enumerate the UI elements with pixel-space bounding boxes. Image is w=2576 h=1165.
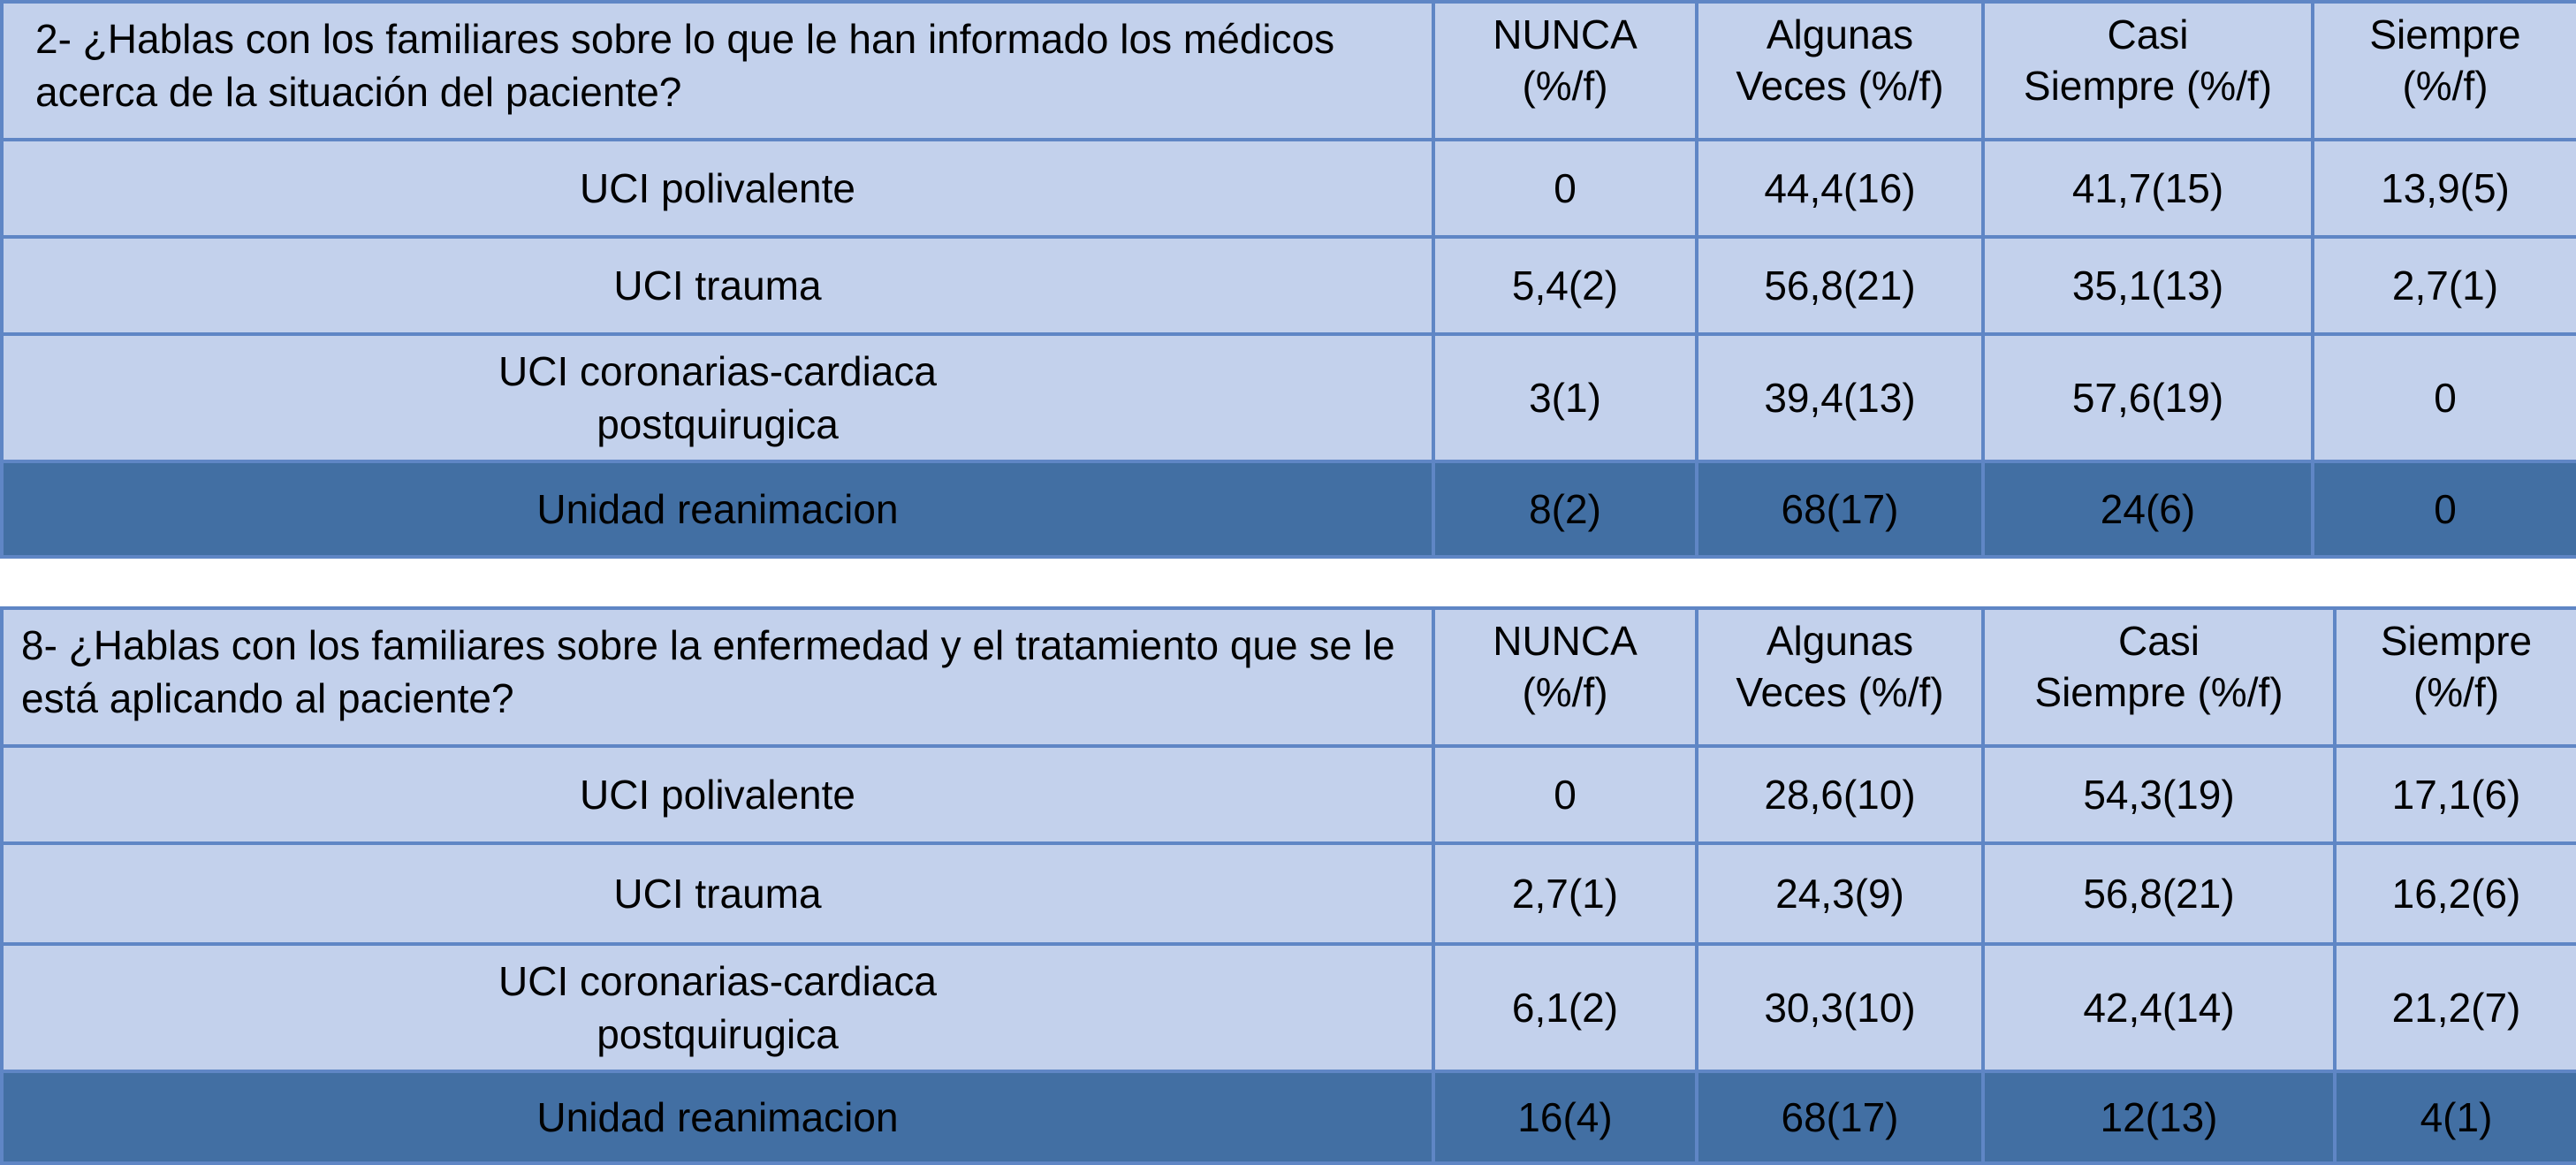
- column-header-line: Algunas: [1766, 11, 1914, 57]
- row-label-line: postquirugica: [597, 1011, 839, 1057]
- column-header-algunas-veces: [1697, 2, 1983, 140]
- row-label: [2, 237, 1433, 334]
- table-row: [2, 746, 2576, 843]
- value-cell-casi-siempre: 54,3(19): [1983, 746, 2335, 843]
- value-cell-nunca: 6,1(2): [1433, 944, 1697, 1071]
- value-cell-algunas-veces: 30,3(10): [1697, 944, 1983, 1071]
- table-row-highlighted: [2, 461, 2576, 557]
- column-header-line: Casi: [2117, 618, 2200, 664]
- column-header-line: Siempre: [2380, 618, 2533, 664]
- header-row: [2, 2, 2576, 140]
- row-label-line: Unidad reanimacion: [536, 486, 899, 532]
- row-label: [2, 843, 1433, 944]
- row-label-line: Unidad reanimacion: [536, 1094, 899, 1140]
- column-header-line: Veces (%/f): [1736, 63, 1944, 109]
- value-cell-casi-siempre: 56,8(21): [1983, 843, 2335, 944]
- value-cell-algunas-veces: 39,4(13): [1697, 334, 1983, 461]
- header-row: [2, 608, 2576, 746]
- value-cell-siempre: 16,2(6): [2335, 843, 2576, 944]
- row-label-line: postquirugica: [597, 401, 839, 447]
- value-cell-algunas-veces: 24,3(9): [1697, 843, 1983, 944]
- column-header-line: (%/f): [2402, 63, 2489, 109]
- row-label-line: UCI coronarias-cardiaca: [498, 348, 937, 394]
- row-label: [2, 140, 1433, 237]
- value-cell-casi-siempre: 12(13): [1983, 1071, 2335, 1163]
- value-cell-algunas-veces: 68(17): [1697, 461, 1983, 557]
- column-header-nunca: [1433, 608, 1697, 746]
- value-cell-nunca: 0: [1433, 140, 1697, 237]
- column-header-casi-siempre: [1983, 608, 2335, 746]
- value-cell-casi-siempre: 42,4(14): [1983, 944, 2335, 1071]
- row-label: [2, 334, 1433, 461]
- survey-table-question-8: [0, 606, 2576, 1165]
- value-cell-algunas-veces: 56,8(21): [1697, 237, 1983, 334]
- value-cell-nunca: 3(1): [1433, 334, 1697, 461]
- column-header-line: (%/f): [1522, 669, 1608, 715]
- value-cell-algunas-veces: 44,4(16): [1697, 140, 1983, 237]
- table-row: [2, 237, 2576, 334]
- question-cell: 8- ¿Hablas con los familiares sobre la enfermedad y el tratamiento que se le está aplicando al paciente?: [2, 608, 1433, 746]
- value-cell-casi-siempre: 41,7(15): [1983, 140, 2313, 237]
- row-label-line: UCI trauma: [613, 871, 822, 917]
- value-cell-nunca: 5,4(2): [1433, 237, 1697, 334]
- column-header-siempre: [2313, 2, 2576, 140]
- value-cell-siempre: 21,2(7): [2335, 944, 2576, 1071]
- value-cell-siempre: 13,9(5): [2313, 140, 2576, 237]
- row-label-line: UCI polivalente: [580, 165, 855, 211]
- value-cell-siempre: 2,7(1): [2313, 237, 2576, 334]
- value-cell-nunca: 8(2): [1433, 461, 1697, 557]
- value-cell-siempre: 0: [2313, 334, 2576, 461]
- row-label-line: UCI polivalente: [580, 772, 855, 818]
- column-header-siempre: [2335, 608, 2576, 746]
- column-header-line: NUNCA: [1493, 618, 1638, 664]
- column-header-nunca: [1433, 2, 1697, 140]
- row-label: [2, 944, 1433, 1071]
- value-cell-casi-siempre: 35,1(13): [1983, 237, 2313, 334]
- value-cell-algunas-veces: 68(17): [1697, 1071, 1983, 1163]
- question-cell: 2- ¿Hablas con los familiares sobre lo que le han informado los médicos acerca de la situación del paciente?: [2, 2, 1433, 140]
- column-header-casi-siempre: [1983, 2, 2313, 140]
- table-row-highlighted: [2, 1071, 2576, 1163]
- value-cell-siempre: 17,1(6): [2335, 746, 2576, 843]
- value-cell-siempre: 4(1): [2335, 1071, 2576, 1163]
- column-header-line: Siempre (%/f): [2023, 63, 2273, 109]
- row-label: [2, 461, 1433, 557]
- value-cell-casi-siempre: 57,6(19): [1983, 334, 2313, 461]
- value-cell-siempre: 0: [2313, 461, 2576, 557]
- table-row: [2, 843, 2576, 944]
- value-cell-nunca: 2,7(1): [1433, 843, 1697, 944]
- column-header-line: NUNCA: [1493, 11, 1638, 57]
- column-header-line: (%/f): [2413, 669, 2500, 715]
- row-label-line: UCI coronarias-cardiaca: [498, 958, 937, 1004]
- row-label: [2, 1071, 1433, 1163]
- value-cell-nunca: 0: [1433, 746, 1697, 843]
- column-header-line: (%/f): [1522, 63, 1608, 109]
- table-row: [2, 944, 2576, 1071]
- column-header-line: Siempre: [2369, 11, 2521, 57]
- column-header-line: Veces (%/f): [1736, 669, 1944, 715]
- column-header-algunas-veces: [1697, 608, 1983, 746]
- value-cell-casi-siempre: 24(6): [1983, 461, 2313, 557]
- table-row: [2, 334, 2576, 461]
- value-cell-algunas-veces: 28,6(10): [1697, 746, 1983, 843]
- survey-table-question-2: [0, 0, 2576, 559]
- row-label-line: UCI trauma: [613, 263, 822, 308]
- column-header-line: Algunas: [1766, 618, 1914, 664]
- table-row: [2, 140, 2576, 237]
- value-cell-nunca: 16(4): [1433, 1071, 1697, 1163]
- row-label: [2, 746, 1433, 843]
- column-header-line: Siempre (%/f): [2034, 669, 2283, 715]
- column-header-line: Casi: [2107, 11, 2189, 57]
